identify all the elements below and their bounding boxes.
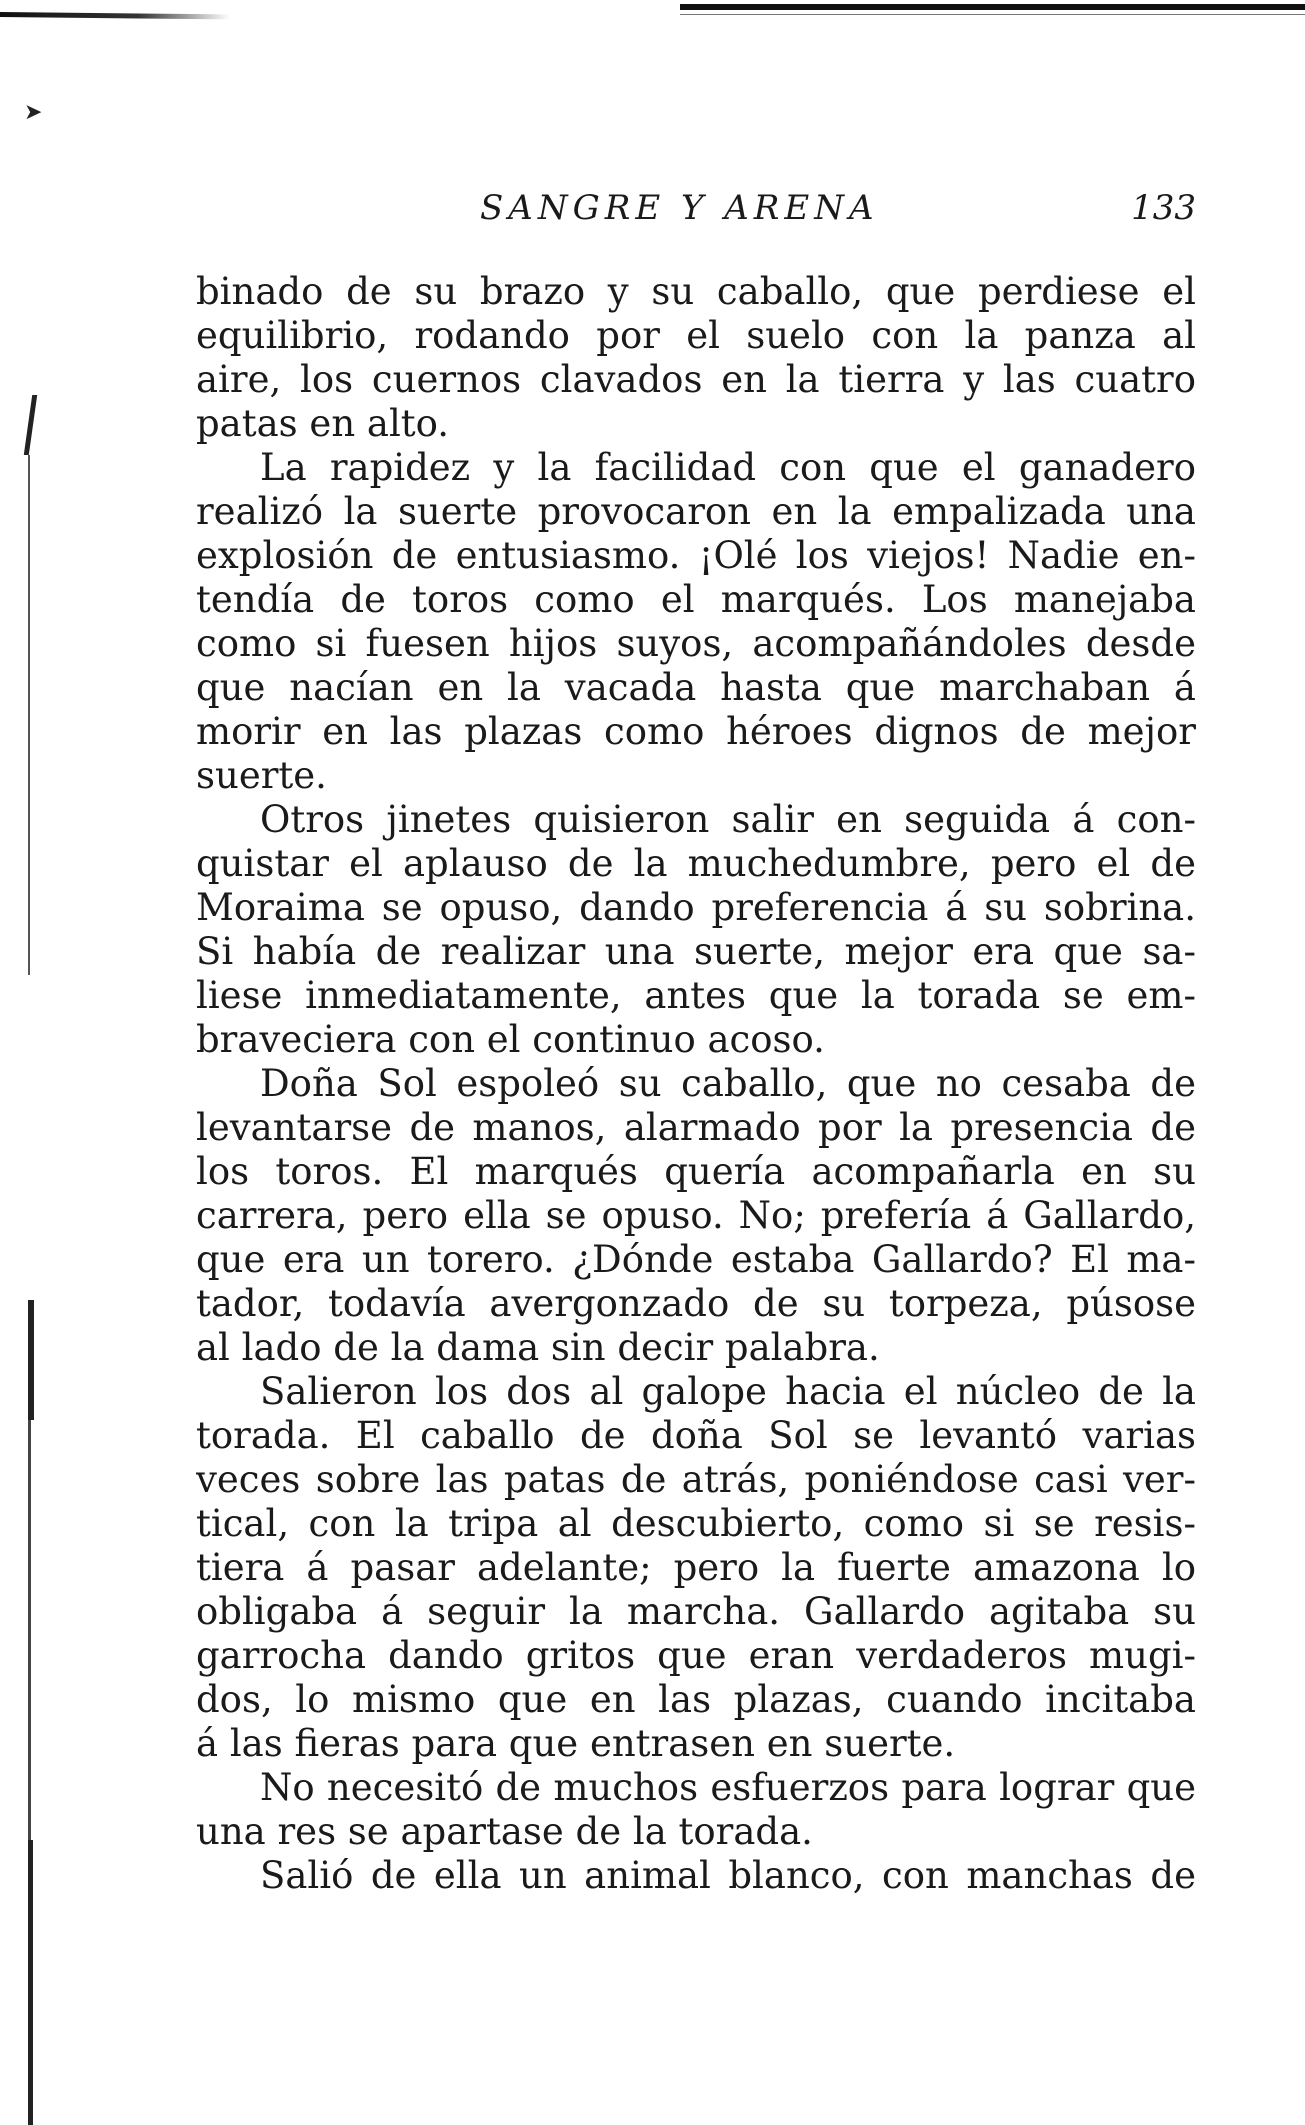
text-line: tendía de toros como el marqués. Los manejaba: [196, 578, 1196, 621]
text-line: Doña Sol espoleó su caballo, que no cesaba de: [260, 1062, 1196, 1105]
text-line: liese inmediatamente, antes que la torada se em-: [196, 974, 1196, 1017]
text-line: La rapidez y la facilidad con que el ganadero: [260, 446, 1196, 489]
binding-shadow: [28, 1420, 31, 1840]
scan-rule-right: [680, 4, 1305, 10]
binding-shadow: [28, 1840, 33, 2125]
text-line: aire, los cuernos clavados en la tierra y las cuatro: [196, 358, 1196, 401]
scan-rule-right-thin: [680, 14, 1305, 15]
text-line: Salieron los dos al galope hacia el núcleo de la: [260, 1370, 1196, 1413]
text-line: quistar el aplauso de la muchedumbre, pero el de: [196, 842, 1196, 885]
running-head: [196, 188, 1196, 238]
text-line: una res se apartase de la torada.: [196, 1810, 813, 1853]
corner-arrow-mark: ➤: [24, 100, 43, 125]
text-line: carrera, pero ella se opuso. No; prefería á Gallardo,: [196, 1194, 1196, 1237]
text-line: á las fieras para que entrasen en suerte.: [196, 1722, 956, 1765]
text-line: explosión de entusiasmo. ¡Olé los viejos! Nadie en-: [196, 534, 1196, 577]
text-line: tador, todavía avergonzado de su torpeza, púsose: [196, 1282, 1196, 1325]
text-line: levantarse de manos, alarmado por la presencia de: [196, 1106, 1196, 1149]
text-line: obligaba á seguir la marcha. Gallardo agitaba su: [196, 1590, 1196, 1633]
running-title: SANGRE Y ARENA: [480, 188, 879, 228]
text-line: garrocha dando gritos que eran verdaderos mugi-: [196, 1634, 1196, 1677]
text-line: braveciera con el continuo acoso.: [196, 1018, 825, 1061]
text-line: realizó la suerte provocaron en la empalizada una: [196, 490, 1196, 533]
scan-rule-left: [0, 12, 230, 19]
text-line: Moraima se opuso, dando preferencia á su sobrina.: [196, 886, 1196, 929]
text-line: al lado de la dama sin decir palabra.: [196, 1326, 880, 1369]
text-line: Salió de ella un animal blanco, con manchas de: [260, 1854, 1196, 1897]
binding-shadow: [24, 395, 37, 455]
binding-shadow: [28, 1300, 34, 1420]
text-line: que era un torero. ¿Dónde estaba Gallardo? El ma-: [196, 1238, 1196, 1281]
text-line: patas en alto.: [196, 402, 450, 445]
text-line: torada. El caballo de doña Sol se levantó varias: [196, 1414, 1196, 1457]
text-line: Si había de realizar una suerte, mejor era que sa-: [196, 930, 1196, 973]
text-line: dos, lo mismo que en las plazas, cuando incitaba: [196, 1678, 1196, 1721]
page-number: 133: [1131, 188, 1196, 228]
body-text: [196, 270, 1196, 1898]
text-line: como si fuesen hijos suyos, acompañándoles desde: [196, 622, 1196, 665]
text-line: suerte.: [196, 754, 327, 797]
text-line: veces sobre las patas de atrás, poniéndose casi ver-: [196, 1458, 1196, 1501]
text-line: equilibrio, rodando por el suelo con la panza al: [196, 314, 1196, 357]
text-line: tiera á pasar adelante; pero la fuerte amazona lo: [196, 1546, 1196, 1589]
text-line: binado de su brazo y su caballo, que perdiese el: [196, 270, 1196, 313]
text-line: los toros. El marqués quería acompañarla en su: [196, 1150, 1196, 1193]
text-line: Otros jinetes quisieron salir en seguida á con-: [260, 798, 1196, 841]
text-line: que nacían en la vacada hasta que marchaban á: [196, 666, 1196, 709]
text-line: morir en las plazas como héroes dignos de mejor: [196, 710, 1196, 753]
text-line: No necesitó de muchos esfuerzos para lograr que: [260, 1766, 1196, 1809]
binding-shadow: [28, 455, 30, 975]
text-line: tical, con la tripa al descubierto, como si se resis-: [196, 1502, 1196, 1545]
